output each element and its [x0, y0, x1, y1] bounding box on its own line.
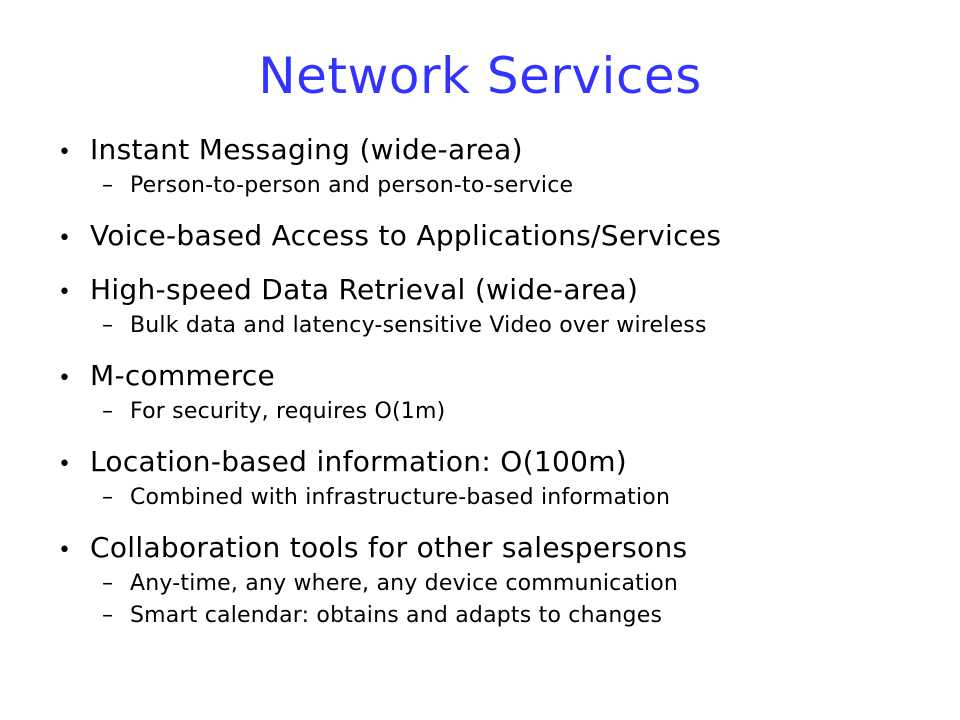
sub-text: Combined with infrastructure-based information — [130, 485, 671, 510]
bullet-marker: • — [58, 226, 71, 251]
sub-marker: – — [102, 313, 113, 338]
bullet-item — [58, 356, 938, 428]
sub-item — [102, 600, 938, 632]
bullet-text: Location-based information: O(100m) — [90, 445, 627, 478]
sub-marker: – — [102, 399, 113, 424]
bullet-list — [58, 130, 938, 646]
sub-text: Bulk data and latency-sensitive Video over wireless — [130, 313, 707, 338]
sub-item — [102, 396, 938, 428]
sub-text: Person-to-person and person-to-service — [130, 173, 574, 198]
bullet-item — [58, 528, 938, 632]
sub-marker: – — [102, 603, 113, 628]
bullet-text: Collaboration tools for other salespersons — [90, 531, 688, 564]
bullet-item — [58, 130, 938, 202]
sub-list — [58, 482, 938, 514]
sub-item — [102, 568, 938, 600]
sub-marker: – — [102, 485, 113, 510]
bullet-marker: • — [58, 280, 71, 305]
bullet-marker: • — [58, 140, 71, 165]
bullet-marker: • — [58, 538, 71, 563]
bullet-item — [58, 442, 938, 514]
sub-item — [102, 482, 938, 514]
bullet-item — [58, 216, 938, 256]
sub-list — [58, 396, 938, 428]
bullet-text: M-commerce — [90, 359, 276, 392]
sub-text: For security, requires O(1m) — [130, 399, 446, 424]
slide-title: Network Services — [258, 47, 702, 105]
sub-list — [58, 170, 938, 202]
sub-list — [58, 310, 938, 342]
sub-text: Smart calendar: obtains and adapts to changes — [130, 603, 663, 628]
bullet-text: Instant Messaging (wide-area) — [90, 133, 523, 166]
bullet-text: Voice-based Access to Applications/Services — [90, 219, 722, 252]
sub-marker: – — [102, 173, 113, 198]
sub-list — [58, 568, 938, 632]
sub-item — [102, 310, 938, 342]
sub-text: Any-time, any where, any device communication — [130, 571, 679, 596]
bullet-item — [58, 270, 938, 342]
bullet-marker: • — [58, 452, 71, 477]
bullet-text: High-speed Data Retrieval (wide-area) — [90, 273, 639, 306]
sub-item — [102, 170, 938, 202]
sub-marker: – — [102, 571, 113, 596]
bullet-marker: • — [58, 366, 71, 391]
